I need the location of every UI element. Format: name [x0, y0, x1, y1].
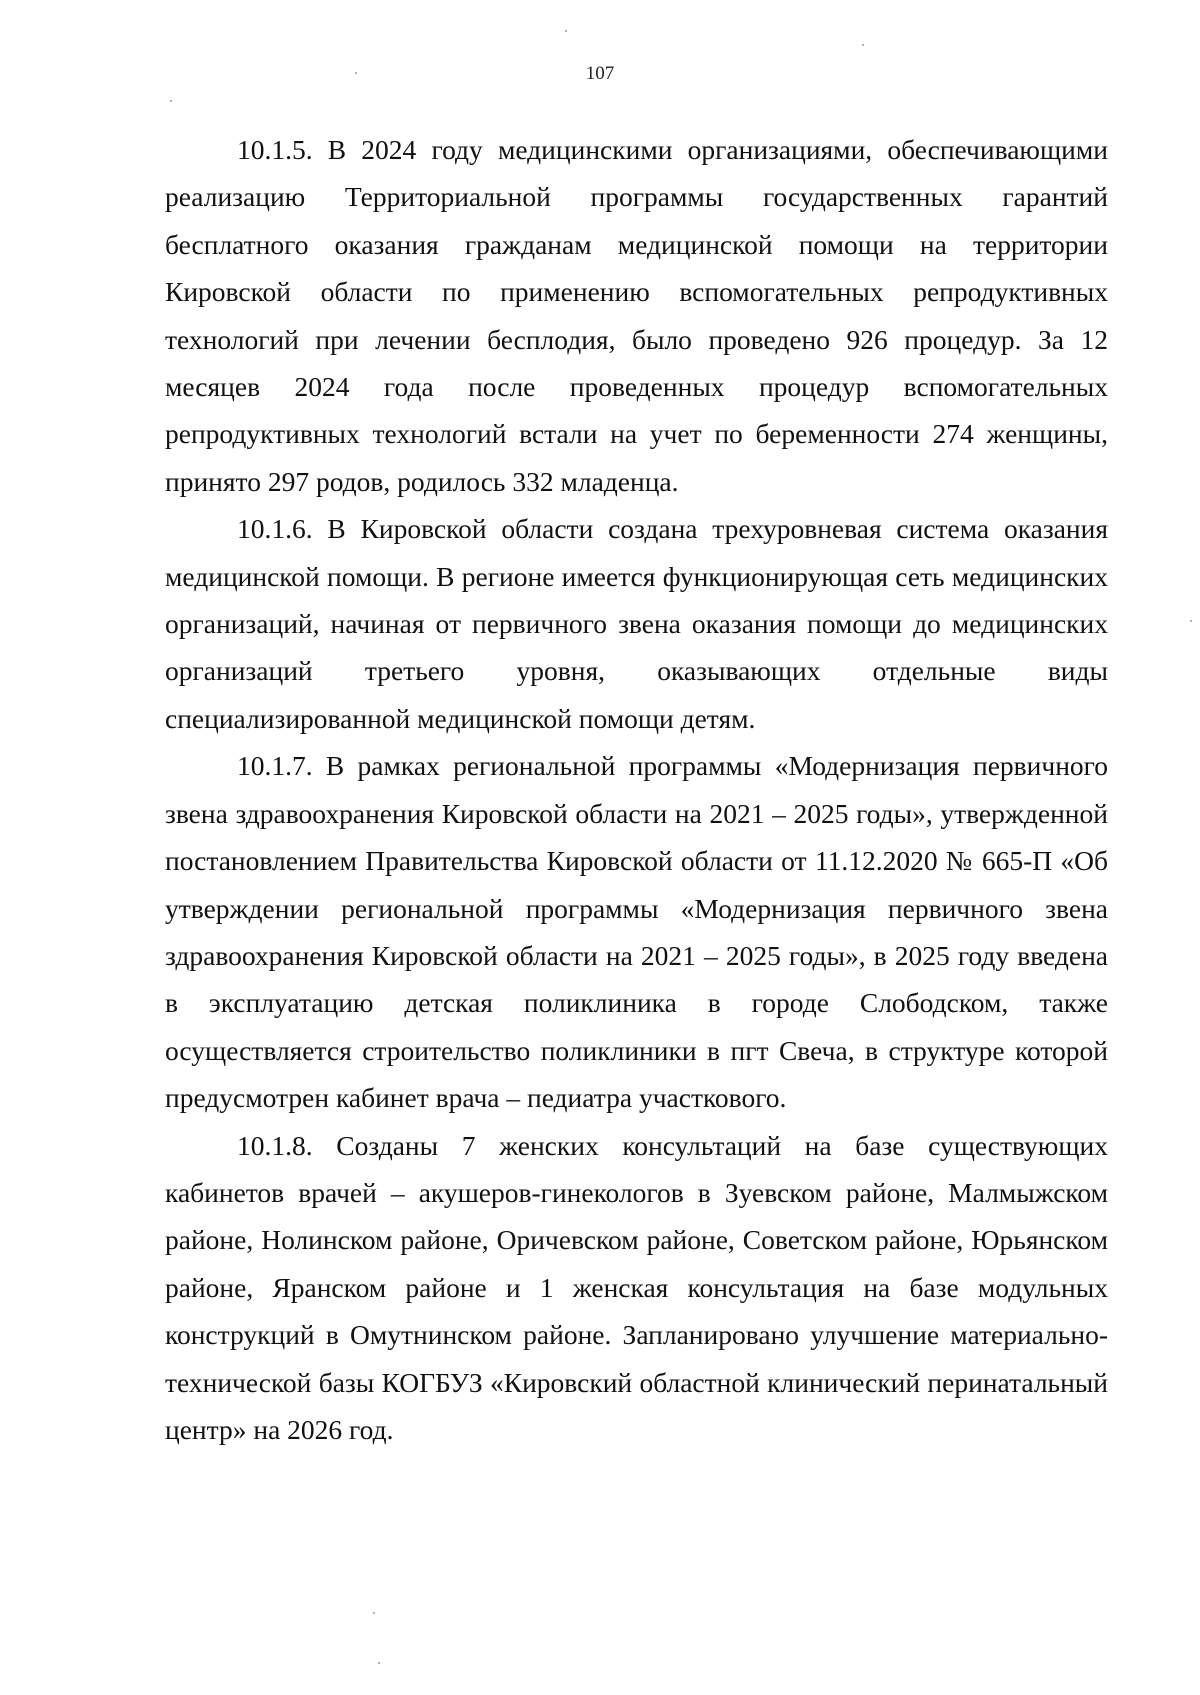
scan-speck [170, 100, 172, 102]
scan-speck [373, 1612, 375, 1614]
page-number: 107 [585, 63, 615, 84]
paragraph-10-1-8: 10.1.8. Созданы 7 женских консультаций на базе существующих кабинетов врачей – акушеров-гинекологов в Зуевском районе, Малмыжском районе, Нолинском районе, Оричевском районе, Советском районе, Юрьянском районе, Яранском районе и 1 женская консультация на базе модульных конструкций в Омутнинском районе. Запланировано улучшение материально-технической базы КОГБУЗ «Кировский областной клинический перинатальный центр» на 2026 год. [165, 1129, 1108, 1445]
document-body [165, 126, 1108, 1453]
scan-speck [378, 1662, 380, 1664]
scan-speck [565, 30, 567, 32]
paragraph-10-1-7: 10.1.7. В рамках региональной программы «Модернизация первичного звена здравоохранения Кировской области на 2021 – 2025 годы», утвержденной постановлением Правительства Кировской области от 11.12.2020 № 665-П «Об утверждении региональной программы «Модернизация первичного звена здравоохранения Кировской области на 2021 – 2025 годы», в 2025 году введена в эксплуатацию детская поликлиника в городе Слободском, также осуществляется строительство поликлиники в пгт Свеча, в структуре которой предусмотрен кабинет врача – педиатра участкового. [165, 750, 1108, 1114]
scan-speck [355, 72, 357, 74]
scan-speck [862, 44, 864, 46]
scan-speck [1190, 620, 1192, 622]
paragraph-10-1-6: 10.1.6. В Кировской области создана трехуровневая система оказания медицинской помощи. В регионе имеется функционирующая сеть медицинских организаций, начиная от первичного звена оказания помощи до медицинских организаций третьего уровня, оказывающих отдельные виды специализированной медицинской помощи детям. [165, 513, 1108, 734]
paragraph-10-1-5: 10.1.5. В 2024 году медицинскими организациями, обеспечивающими реализацию Территориальной программы государственных гарантий бесплатного оказания гражданам медицинской помощи на территории Кировской области по применению вспомогательных репродуктивных технологий при лечении бесплодия, было проведено 926 процедур. За 12 месяцев 2024 года после проведенных процедур вспомогательных репродуктивных технологий встали на учет по беременности 274 женщины, принято 297 родов, родилось 332 младенца. [165, 134, 1108, 497]
